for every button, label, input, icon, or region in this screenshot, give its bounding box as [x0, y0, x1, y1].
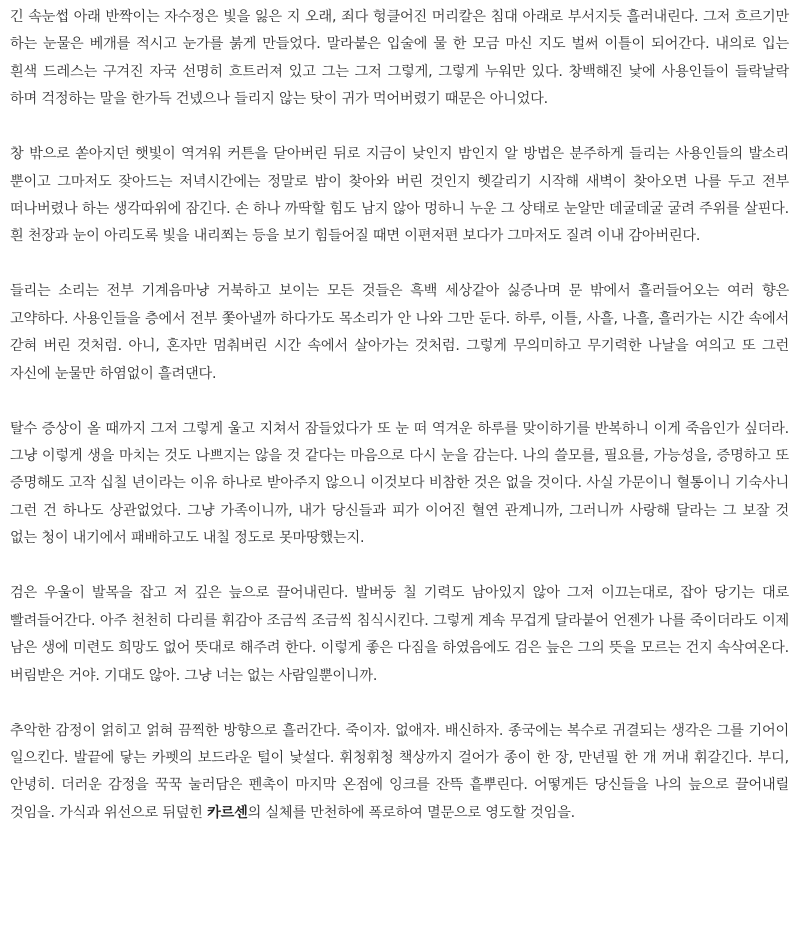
paragraph-3: 들리는 소리는 전부 기계음마냥 거북하고 보이는 모든 것들은 흑백 세상같아 싫증나며 문 밖에서 흘러들어오는 여러 향은 고약하다. 사용인들을 층에서 전부 쫓아낼까 하다가도 목소리가 안 나와 그만 둔다. 하루, 이틀, 사흘, 나흘, 흘러가는 시간 속에서 갇혀 버린 것처럼. 아니, 혼자만 멈춰버린 시간 속에서 살아가는 것처럼. 그렇게 무의미하고 무기력한 나날을 여의고 또 그런 자신에 눈물만 하염없이 흘려댄다.: [10, 283, 789, 382]
paragraph-5: 검은 우울이 발목을 잡고 저 깊은 늪으로 끌어내린다. 발버둥 칠 기력도 남아있지 않아 그저 이끄는대로, 잡아 당기는 대로 빨려들어간다. 아주 천천히 다리를 휘감아 조금씩 조금씩 침식시킨다. 그렇게 계속 무겁게 달라붙어 언젠가 나를 죽이더라도 이제 남은 생에 미련도 희망도 없어 뜻대로 해주려 한다. 이렇게 좋은 다짐을 하였음에도 검은 늪은 그의 뜻을 모르는 건지 속삭여온다. 버림받은 거야. 기대도 않아. 그냥 너는 없는 사람일뿐이니까.: [10, 585, 789, 684]
paragraph-4: 탈수 증상이 올 때까지 그저 그렇게 울고 지쳐서 잠들었다가 또 눈 떠 역겨운 하루를 맞이하기를 반복하니 이게 죽음인가 싶더라. 그냥 이렇게 생을 마치는 것도 나쁘지는 않을 것 같다는 마음으로 다시 눈을 감는다. 나의 쓸모를, 필요를, 가능성을, 증명하고 또 증명해도 고작 십칠 년이라는 이유 하나로 받아주지 않으니 이것보다 비참한 것은 없을 것이다. 사실 가문이니 혈통이니 기숙사니 그런 건 하나도 상관없었다. 그냥 가족이니까, 내가 당신들과 피가 이어진 혈연 관계니까, 그러니까 사랑해 달라는 그 보잘 것 없는 청이 내기에서 패배하고도 내칠 정도로 못마땅했는지.: [10, 420, 789, 547]
paragraph-1: 긴 속눈썹 아래 반짝이는 자수정은 빛을 잃은 지 오래, 죄다 헝클어진 머리칼은 침대 아래로 부서지듯 흘러내린다. 그저 흐르기만 하는 눈물은 베개를 적시고 눈가를 붉게 만들었다. 말라붙은 입술에 물 한 모금 마신 지도 벌써 이틀이 되어간다. 내의로 입는 흰색 드레스는 구겨진 자국 선명히 흐트러져 있고 그는 그저 그렇게, 그렇게 누워만 있다. 창백해진 낯에 사용인들이 들락날락 하며 걱정하는 말을 한가득 건넸으나 들리지 않는 탓이 귀가 먹어버렸기 때문은 아니었다.: [10, 9, 789, 108]
paragraph-2: 창 밖으로 쏟아지던 햇빛이 역겨워 커튼을 닫아버린 뒤로 지금이 낮인지 밤인지 알 방법은 분주하게 들리는 사용인들의 발소리 뿐이고 그마저도 잦아드는 저녁시간에는 정말로 밤이 찾아와 버린 것인지 헷갈리기 시작해 새벽이 찾아오면 나를 두고 전부 떠나버렸나 하는 생각따위에 잠긴다. 손 하나 까딱할 힘도 남지 않아 멍하니 누운 그 상태로 눈알만 데굴데굴 굴려 주위를 살핀다. 흰 천장과 눈이 아리도록 빛을 내리쬐는 등을 보기 힘들어질 때면 이편저편 보다가 그마저도 질려 이내 감아버린다.: [10, 146, 789, 245]
highlighted-name: 카르센: [207, 804, 248, 821]
paragraph-6-text: 추악한 감정이 얽히고 얽혀 끔찍한 방향으로 흘러간다. 죽이자. 없애자. 배신하자. 종국에는 복수로 귀결되는 생각은 그를 기어이 일으킨다. 발끝에 닿는 카펫의 보드라운 털이 낯설다. 휘청휘청 책상까지 걸어가 종이 한 장, 만년필 한 개 꺼내 휘갈긴다. 부디, 안녕히. 더러운 감정을 꾹꾹 눌러담은 펜촉이 마지막 온점에 잉크를 잔뜩 흩뿌린다. 어떻게든 당신들을 나의 늪으로 끌어내릴 것임을. 가식과 위선으로 뒤덮힌: [10, 722, 789, 821]
paragraph-6: [10, 718, 789, 828]
paragraph-6-tail: 의 실체를 만천하에 폭로하여 멸문으로 영도할 것임을.: [247, 804, 575, 821]
